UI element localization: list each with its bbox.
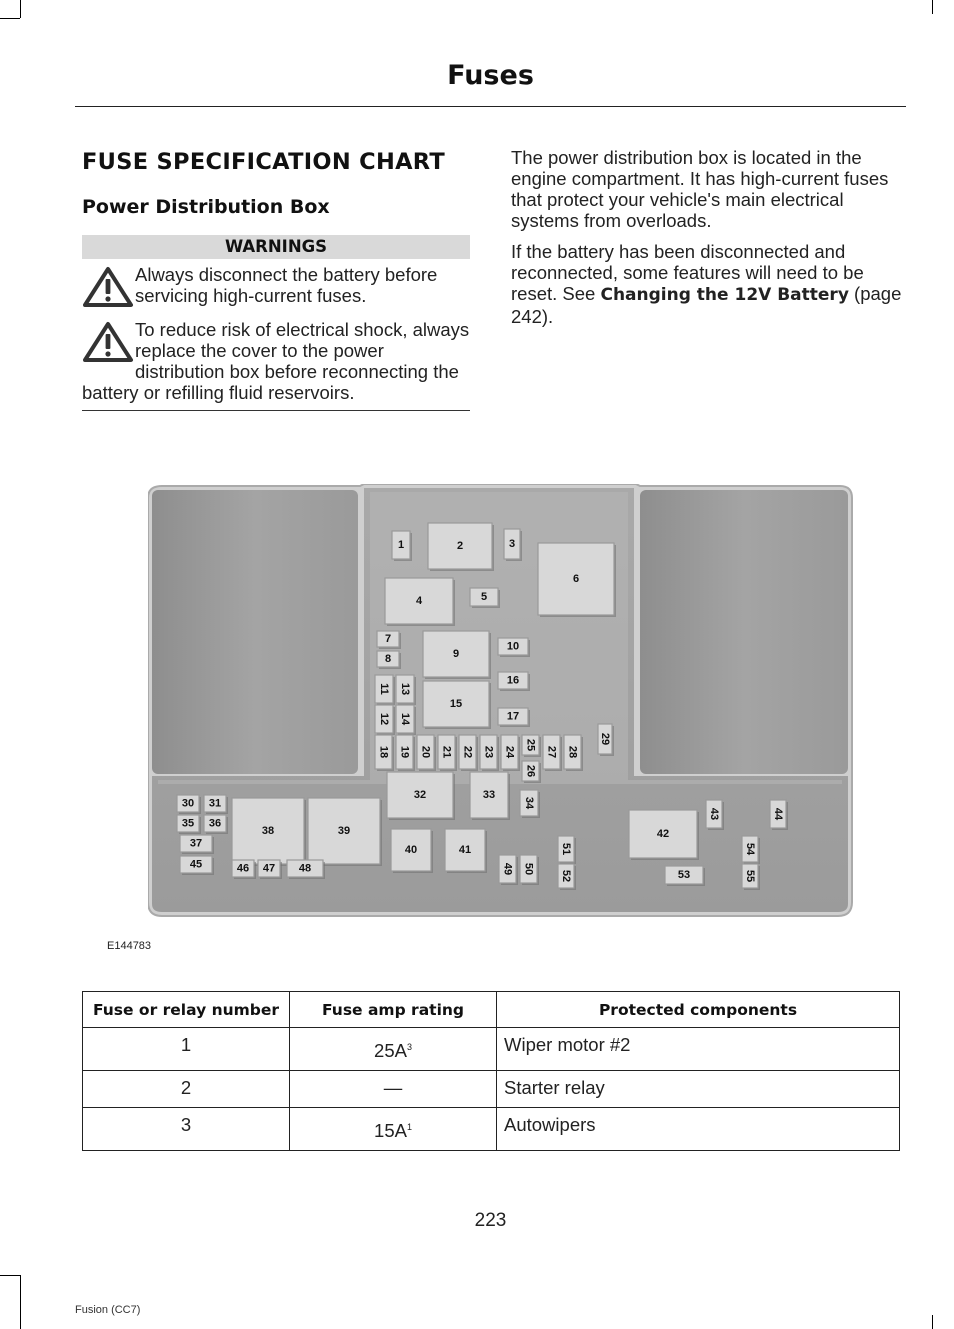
fuse-label: 52	[560, 869, 572, 883]
fuse-label: 12	[378, 712, 390, 726]
fuse-label: 54	[744, 842, 756, 856]
crop-mark	[932, 1315, 933, 1329]
amp-rating	[290, 1108, 497, 1151]
fuse-label: 19	[398, 745, 411, 759]
fuse-32	[387, 772, 455, 820]
left-panel	[152, 490, 358, 774]
fuse-label: 7	[384, 633, 392, 645]
fuse-label: 21	[440, 745, 453, 759]
fuse-22	[459, 735, 478, 771]
fuse-label: 25	[524, 738, 537, 752]
figure-code: E144783	[107, 940, 152, 952]
fuse-label: 48	[298, 862, 312, 875]
fuse-label: 51	[560, 842, 572, 856]
fuse-50	[520, 855, 539, 885]
fuse-36	[204, 815, 228, 834]
fuse-label: 22	[461, 745, 474, 759]
fuse-label: 4	[415, 595, 423, 607]
fuse-7	[377, 631, 401, 649]
fuse-21	[438, 735, 457, 771]
fuse-label: 49	[501, 862, 514, 876]
fuse-label: 29	[599, 732, 611, 746]
fuse-23	[480, 735, 499, 771]
crop-mark	[0, 18, 20, 19]
fuse-label: 46	[236, 862, 250, 875]
protected-component: Autowipers	[497, 1108, 900, 1151]
fuse-41	[445, 829, 487, 873]
warning-text: Always disconnect the battery before servicing high-current fuses.	[135, 264, 438, 306]
footnote-ref: 1	[406, 1121, 412, 1132]
fuse-label: 38	[261, 825, 275, 837]
amp-value: —	[383, 1077, 403, 1098]
fuse-label: 17	[506, 710, 520, 723]
left-column	[82, 145, 470, 411]
fuse-label: 24	[503, 745, 516, 759]
crop-mark	[0, 1275, 20, 1276]
fuse-10	[498, 638, 530, 657]
fuse-label: 5	[480, 591, 488, 603]
amp-rating	[290, 1028, 497, 1071]
table-row	[83, 1028, 900, 1071]
fuse-46	[232, 860, 256, 879]
fuse-label: 32	[413, 789, 427, 801]
fuse-51	[558, 836, 576, 864]
fuse-1	[392, 531, 412, 561]
amp-value: 25A	[374, 1040, 407, 1061]
fuse-label: 47	[262, 862, 276, 875]
fuse-27	[543, 735, 562, 771]
fuse-label: 30	[181, 797, 195, 810]
fuse-38	[232, 798, 306, 866]
fuse-label: 55	[744, 869, 756, 883]
fuse-33	[470, 772, 510, 820]
warning-text: To reduce risk of electrical shock, always replace the cover to the power distribution box before reconnecting the battery or refilling fluid reservoirs.	[82, 319, 470, 403]
warning-item	[82, 319, 470, 403]
fuse-label: 18	[377, 745, 390, 759]
fuse-spec-table	[82, 991, 900, 1151]
fuse-label: 39	[337, 825, 351, 837]
fuse-12	[375, 705, 395, 735]
fuse-label: 23	[482, 745, 495, 759]
fuse-label: 45	[189, 858, 203, 871]
fuse-13	[396, 675, 416, 705]
fuse-label: 27	[545, 745, 558, 759]
fuse-9	[423, 631, 491, 679]
fuse-label: 41	[458, 844, 472, 856]
subsection-title: Power Distribution Box	[82, 196, 330, 218]
right-column	[511, 147, 906, 327]
fuse-label: 35	[181, 817, 195, 830]
fuse-label: 13	[399, 682, 411, 696]
fuse-label: 8	[384, 653, 392, 665]
fuse-14	[396, 705, 416, 735]
fuse-42	[629, 810, 699, 860]
fuse-47	[258, 860, 282, 879]
fuse-54	[742, 836, 760, 864]
fuse-4	[385, 578, 455, 626]
fuse-label: 1	[397, 539, 405, 551]
warnings-divider	[82, 410, 470, 411]
fuse-label: 36	[208, 817, 222, 830]
fuse-19	[396, 735, 415, 771]
page-title: Fuses	[447, 60, 534, 91]
section-title: FUSE SPECIFICATION CHART	[82, 149, 446, 175]
fuse-25	[522, 735, 541, 757]
warning-triangle-icon	[82, 321, 134, 363]
reset-text: If the battery has been disconnected and reconnected, some features will need to be reset. See	[511, 241, 864, 304]
fuse-label: 15	[449, 698, 463, 710]
fuse-label: 43	[708, 807, 720, 821]
fuse-29	[598, 724, 614, 756]
battery-link[interactable]: Changing the 12V Battery	[600, 285, 849, 305]
fuse-49	[499, 855, 518, 885]
fuse-11	[375, 675, 395, 705]
header-amp-rating: Fuse amp rating	[290, 992, 497, 1028]
right-panel	[640, 490, 848, 774]
document-code: Fusion (CC7)	[75, 1304, 141, 1316]
fuse-35	[177, 815, 201, 834]
crop-mark	[20, 0, 21, 18]
reset-paragraph	[511, 241, 906, 327]
page-reference: (page 242).	[511, 283, 902, 327]
protected-component: Starter relay	[497, 1071, 900, 1108]
fuse-label: 9	[452, 648, 460, 660]
fuse-label: 53	[677, 869, 691, 881]
fuse-label: 3	[508, 538, 516, 550]
crop-mark	[20, 1275, 21, 1329]
warnings-heading: WARNINGS	[82, 235, 470, 259]
fuse-label: 50	[522, 862, 535, 876]
fuse-label: 16	[506, 674, 520, 687]
fuse-34	[520, 790, 540, 818]
fuse-label: 20	[419, 745, 432, 759]
fuse-28	[564, 735, 583, 771]
fuse-label: 40	[404, 844, 418, 856]
fuse-6	[538, 543, 616, 617]
header-divider	[75, 106, 906, 107]
fuse-label: 28	[566, 745, 579, 759]
fuse-label: 14	[399, 712, 411, 726]
header-protected-components: Protected components	[497, 992, 900, 1028]
fuse-53	[665, 866, 705, 886]
fuse-20	[417, 735, 436, 771]
crop-mark	[932, 0, 933, 14]
fuse-number: 3	[83, 1108, 290, 1151]
amp-rating	[290, 1071, 497, 1108]
page-number: 223	[474, 1210, 507, 1231]
protected-component: Wiper motor #2	[497, 1028, 900, 1071]
fuse-label: 42	[656, 828, 670, 840]
fuse-label: 26	[524, 764, 537, 778]
intro-paragraph: The power distribution box is located in the engine compartment. It has high-current fuses that protect your vehicle's main electrical systems from overloads.	[511, 147, 889, 231]
fuse-17	[498, 708, 530, 727]
fuse-40	[391, 829, 433, 873]
fuse-2	[428, 523, 494, 571]
table-header-row	[83, 992, 900, 1028]
fuse-label: 31	[208, 797, 222, 810]
fuse-30	[177, 795, 201, 814]
fuse-number: 2	[83, 1071, 290, 1108]
fuse-43	[706, 800, 724, 830]
header-fuse-number: Fuse or relay number	[83, 992, 290, 1028]
fuse-16	[498, 672, 530, 691]
fuse-label: 11	[378, 683, 390, 695]
fuse-label: 37	[189, 837, 203, 850]
fuse-26	[522, 761, 541, 783]
fuse-31	[204, 795, 228, 814]
fuse-18	[375, 735, 394, 771]
fuse-48	[287, 860, 325, 879]
fuse-44	[770, 800, 788, 830]
fuse-label: 10	[506, 640, 520, 653]
fuse-label: 33	[482, 789, 496, 801]
warning-item	[82, 264, 470, 306]
fuse-45	[180, 856, 214, 875]
table-row	[83, 1071, 900, 1108]
fuse-24	[501, 735, 520, 771]
fuse-8	[377, 651, 401, 669]
fuse-label: 44	[772, 807, 784, 821]
fuse-label: 6	[572, 573, 580, 585]
fuse-box-diagram	[148, 484, 854, 918]
fuse-5	[470, 588, 500, 608]
footnote-ref: 3	[406, 1041, 412, 1052]
fuse-55	[742, 864, 760, 890]
fuse-39	[308, 798, 382, 866]
fuse-label: 2	[456, 540, 464, 552]
fuse-52	[558, 864, 576, 890]
fuse-3	[504, 529, 522, 561]
warning-triangle-icon	[82, 266, 134, 308]
fuse-37	[180, 835, 214, 854]
fuse-number: 1	[83, 1028, 290, 1071]
fuse-label: 34	[523, 796, 535, 810]
fuse-15	[423, 681, 491, 729]
amp-value: 15A	[374, 1120, 407, 1141]
table-row	[83, 1108, 900, 1151]
